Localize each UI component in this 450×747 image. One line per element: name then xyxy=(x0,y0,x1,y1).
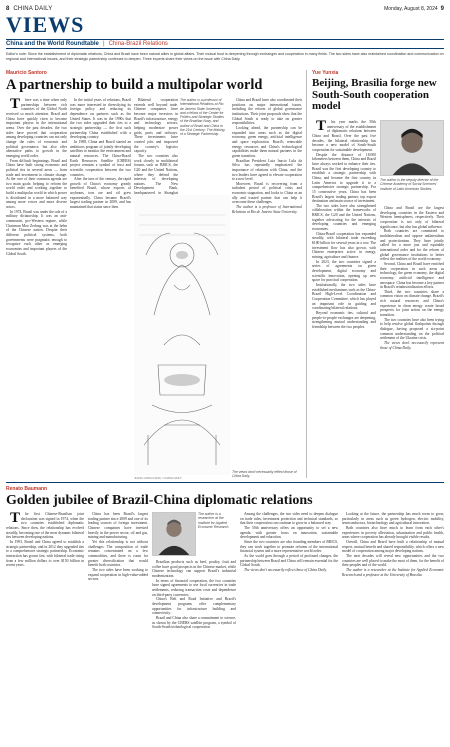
paragraph: Second, China and Brazil have enriched their cooperation in such areas as technology, the green economy, the digital economy, artificial intelligence and aerospace. China has become a key partner in Brazil's reindustrialization efforts. xyxy=(380,261,444,290)
paragraph: In the initial years of relations, Brazil was more interested in diversifying its foreign policy and reducing its dependence on partners such as the United States. It was in the 1990s that the two sides upgraded their ties to a strategic partnership — the first such partnership China established with a developing country. xyxy=(70,98,131,140)
paragraph: Among the challenges, the two sides need to deepen dialogue on trade rules, investment protection and technical standards, so that their cooperation can continue to grow in a balanced way. xyxy=(240,512,338,526)
paragraph: Third, the two countries share a common vision on climate change. Brazil's rich natural resources and China's experience in clean energy create broad prospects for joint action on the energy transition. xyxy=(380,289,444,318)
article3-col5 xyxy=(342,512,444,742)
article3-author: Renato Baumann xyxy=(6,486,48,492)
paragraph: Bilateral cooperation extends well beyond trade. Chinese companies have become major investors in Brazil's infrastructure, energy and technology sectors, helping modernize power grids, ports and railways. These investments have created jobs and improved the country's logistics capacity. xyxy=(134,98,178,154)
article3-col2 xyxy=(88,512,148,742)
paragraph: China has been Brazil's largest trading partner since 2009 and one of its leading sources of foreign investment. Chinese companies have invested heavily in the power sector, oil and gas, mining and manufacturing. xyxy=(88,512,148,540)
paragraph: Yet this relationship is not without challenges. The composition of trade remains concentrated on a few commodities, and there is room for greater diversification that would benefit both countries. xyxy=(88,539,148,568)
section-bar xyxy=(6,39,444,49)
paragraph: The 50th anniversary offers an opportunity to set a new agenda, with greater focus on innovation, sustainable development and education. xyxy=(240,525,338,540)
paragraph: Moreover, Brazil is recovering from a turbulent period of political crisis and economic stagnation, and looks to China as an ally and trusted partner that can help it overcome these challenges. xyxy=(232,181,302,205)
paragraph: After the turn of the century, the rapid growth of China's economy greatly benefited Brazil, whose exports of soybeans, iron ore and oil grew exponentially. China became Brazil's largest trading partner in 2009, and has maintained that status since then. xyxy=(70,177,131,210)
paragraph: The two sides have been working to expand cooperation in high-value-added sectors. xyxy=(88,567,148,582)
article1-author: Mauricio Santoro xyxy=(6,70,47,76)
paragraph: Both countries are committed to multilateralism and oppose unilateralism and protectionism. They have jointly called for a more just and equitable international order and for the reform of global governance institutions to better reflect the realities of the world economy. xyxy=(380,229,444,262)
article1-col2 xyxy=(70,98,131,478)
paragraph: China and Brazil are the largest developing countries in the Eastern and Western hemispheres, respectively. Their cooperation is not only of bilateral significance, but also has global influence. xyxy=(380,206,444,229)
paragraph: In 1974, Brazil was under the rule of a military dictatorship. It was an anti-communist, pro-Western regime, while Chairman Mao Zedong was at the helm of the Chinese nation. Despite their different political systems, both governments were pragmatic enough to recognize each other as emerging economies and important players of the Global South. xyxy=(6,209,67,256)
paragraph: Looking ahead, the partnership can be expanded into areas such as the digital economy, green energy, artificial intelligence and space exploration. Brazil's renewable energy resources and China's technological capabilities make them natural partners in the green transition. xyxy=(232,125,302,158)
section-divider xyxy=(6,482,444,483)
paragraph: In terms of financial cooperation, the two countries have signed agreements to use local currencies in trade settlements, reducing transaction costs and dependence on third-party currencies. xyxy=(152,578,236,597)
paragraph: China's Belt and Road Initiative and Brazil's development programs offer complementary opportunities for infrastructure building and connectivity. xyxy=(152,597,236,616)
article1-author-note: The author is a professor of International Relations at Rio de Janeiro State University and a fellow of the Center for Politics and Strategic Studies of the Brazilian Navy, and author of Brazil and China in the 21st Century: The Making of a Strategic Partnership. xyxy=(180,98,225,137)
article3-col4 xyxy=(240,512,338,742)
roundtable-label: China and the World Roundtable xyxy=(6,41,99,47)
paragraph: The first Chinese-Brazilian joint declaration was signed in 1974, when the two countries established diplomatic relations. Since then, the relationship has evolved steadily, becoming one of the most dynamic bilateral ties between developing nations. xyxy=(6,510,84,540)
paragraph: The views don't necessarily represent those of China Daily. xyxy=(380,341,444,350)
paragraph: The two sides have also strengthened collaboration within the frameworks of BRICS, the G20 and the United Nations, together advocating for the interests of developing countries and emerging economies. xyxy=(312,203,376,232)
article2-col1 xyxy=(312,120,376,480)
article3-col1 xyxy=(6,512,84,742)
paragraph: The views don't necessarily reflect those of China Daily. xyxy=(244,567,327,572)
paragraph: Overall, China and Brazil have built a relationship of mutual respect, mutual benefit and shared responsibility, which offers a new model of cooperation among major developing nations. xyxy=(342,539,444,554)
article1-disclaimer: The views don't necessarily reflect those of China Daily. xyxy=(232,470,297,479)
section-title: VIEWS xyxy=(6,12,85,37)
article1-col4 xyxy=(232,98,302,478)
paragraph: Beyond economic ties, cultural and people-to-people exchanges are deepening, strengthening mutual understanding and friendship between the two peoples. xyxy=(312,310,376,329)
issue-date: Monday, August 8, 2024 xyxy=(384,6,438,12)
editor-note: Editor's note: Since the establishment of diplomatic relations, China and Brazil have been natural allies in global affairs. Their mutual trust is deepening through exchanges and cooperation in many fields. The two sides have also maintained coordination and communication on regional and international issues, and their strategic partnership continues to deepen. Three experts share their views on the issue with China Daily. xyxy=(6,52,444,61)
article3-author-note: The author is a researcher at the Institute for Applied Economic Research. xyxy=(198,512,230,529)
page-number-right: 9 xyxy=(440,6,444,12)
paragraph: China and Brazil have also coordinated their positions on major international issues, including the reform of global governance institutions. Their joint proposals show that the Global South is ready to take on greater responsibilities. xyxy=(232,98,302,126)
paragraph: The two countries also work closely in multilateral forums such as BRICS, the G20 and the United Nations, where they defend the interests of developing nations. The New Development Bank, headquartered in Shanghai xyxy=(134,153,178,196)
author-photo-icon xyxy=(381,121,443,175)
paragraph: Since the two countries are also founding members of BRICS, they can work together to promote reforms of the international financial system and a more representative world order. xyxy=(240,539,338,554)
sketch-illustration-icon xyxy=(134,195,230,475)
paragraph: The next decades will reveal new opportunities and the two countries are well placed to make the most of them, for the benefit of their peoples and of the world. xyxy=(342,553,444,568)
paragraph: In 1988, China and Brazil started an ambitious program of jointly developing satellites to monitor the environment and natural resources. The China-Brazil Earth Resources Satellite (CBERS) project remains a symbol of trust and scientific cooperation between the two countries. xyxy=(70,139,131,177)
paragraph: Brazil and China also share a commitment to science, as shown by the CBERS satellite program, a symbol of South-South technological cooperation. xyxy=(152,615,236,630)
author-photo-icon xyxy=(153,513,195,555)
column-divider xyxy=(306,70,307,478)
paragraph: In 2023, the two countries signed a series of agreements on green development, digital economy and scientific innovation, opening up new space for practical cooperation. xyxy=(312,259,376,283)
paragraph: As the world goes through a period of profound changes, the partnership between Brazil and China will remain essential for the Global South. xyxy=(240,553,338,568)
article1-headline: A partnership to build a multipolar world xyxy=(6,77,263,93)
article3-headline: Golden jubilee of Brazil-China diplomatic relations xyxy=(6,493,313,508)
paragraph: Despite the distance of 18,000 kilometers between them, China and Brazil have always worked to enhance their ties. Brazil was the first developing country to establish a strategic partnership with China, and became the first country in Latin America to upgrade it to a comprehensive strategic partnership. For 15 consecutive years, China has been Brazil's largest trading partner, top export destination and main source of investment. xyxy=(312,152,376,204)
paragraph: From difficult beginnings, Brazil and China have built strong economic and political ties in several areas — from trade and investment to climate change. At the core of their common agenda are two main goals: helping to reform the world order and working together to build a multipolar world in which power is distributed in a more balanced way among more voices and more diverse actors. xyxy=(6,158,67,210)
paragraph: Looking at the future, the partnership has much room to grow, particularly in areas such as green hydrogen, electric mobility, semiconductors, biotechnology and agricultural innovation. xyxy=(342,512,444,526)
article2-headline: Beijing, Brasilia forge new South-South cooperation model xyxy=(312,77,437,113)
paragraph: The author is a professor of International Relations at Rio de Janeiro State University. xyxy=(232,205,302,214)
article3-col3 xyxy=(152,560,236,742)
topic-label: China-Brazil Relations xyxy=(108,41,168,47)
author-portrait xyxy=(380,120,444,176)
illustration-credit: JIANG HONGYANG / CHINA DAILY xyxy=(134,476,182,480)
paragraph: The author is a researcher at the Institute for Applied Economic Research and a professor at the University of Brasilia. xyxy=(342,567,444,577)
article-illustration xyxy=(134,195,230,475)
paragraph: Brazilian products such as beef, poultry, fruit and coffee have good prospects in the Chinese market, while Chinese technology can support Brazil's industrial modernization. xyxy=(152,560,236,578)
paragraph: Institutionally, the two sides have established mechanisms such as the China-Brazil High-Level Coordination and Cooperation Committee, which has played an important role in guiding and coordinating bilateral relations. xyxy=(312,282,376,311)
paragraph: China-Brazil cooperation has expanded steadily, with bilateral trade exceeding $180 billion for several years in a row. The investment flow has also grown, with Chinese enterprises active in energy, mining, agriculture and finance. xyxy=(312,231,376,260)
article1-col3 xyxy=(134,98,178,196)
paragraph: Brazilian President Luiz Inacio Lula da Silva has repeatedly emphasized the importance of relations with China, and the two leaders have agreed to elevate cooperation to a new level. xyxy=(232,158,302,182)
paragraph: The two countries have also been trying to help resolve global flashpoints through dialogue, having proposed a six-point common understanding on the political settlement of the Ukraine crisis. xyxy=(380,317,444,341)
article2-col3 xyxy=(380,206,444,480)
paragraph: Both countries also have much to learn from each other's experiences in poverty alleviation, urbanization and public health, areas where cooperation has already brought visible results. xyxy=(342,525,444,540)
article2-author-note: The author is the deputy director of the Chinese Academy of Social Sciences' Institute of Latin American Studies. xyxy=(380,178,439,191)
paragraph: This year marks the 50th anniversary of the establishment of diplomatic relations between China and Brazil. Over the past five decades, the bilateral relationship has become a new model of South-South cooperation for sustainable development. xyxy=(312,118,376,152)
article2-author: Yue Yunxia xyxy=(312,70,339,76)
page-number: 8 xyxy=(6,6,10,12)
article1-col1 xyxy=(6,98,67,478)
paragraph: In 1993, Brazil and China agreed to establish a strategic partnership, and in 2012 they upgraded ties to a comprehensive strategic partnership. Economic interaction has grown fast, with bilateral trade rising from a few million dollars to over $150 billion in recent years. xyxy=(6,539,84,568)
paragraph: There was a time when only partnerships between rich countries of the Global North received so much attention. Brazil and China have quickly risen to become important players in the international arena. Over the past decades, the two sides have proved that cooperation among developing countries can not only change the rules of economic and political governance, but also offer alternative paths to growth in the emerging world order. xyxy=(6,96,67,158)
separator: | xyxy=(102,41,105,47)
newspaper-logo: CHINA DAILY xyxy=(13,6,53,12)
author-portrait xyxy=(152,512,196,556)
